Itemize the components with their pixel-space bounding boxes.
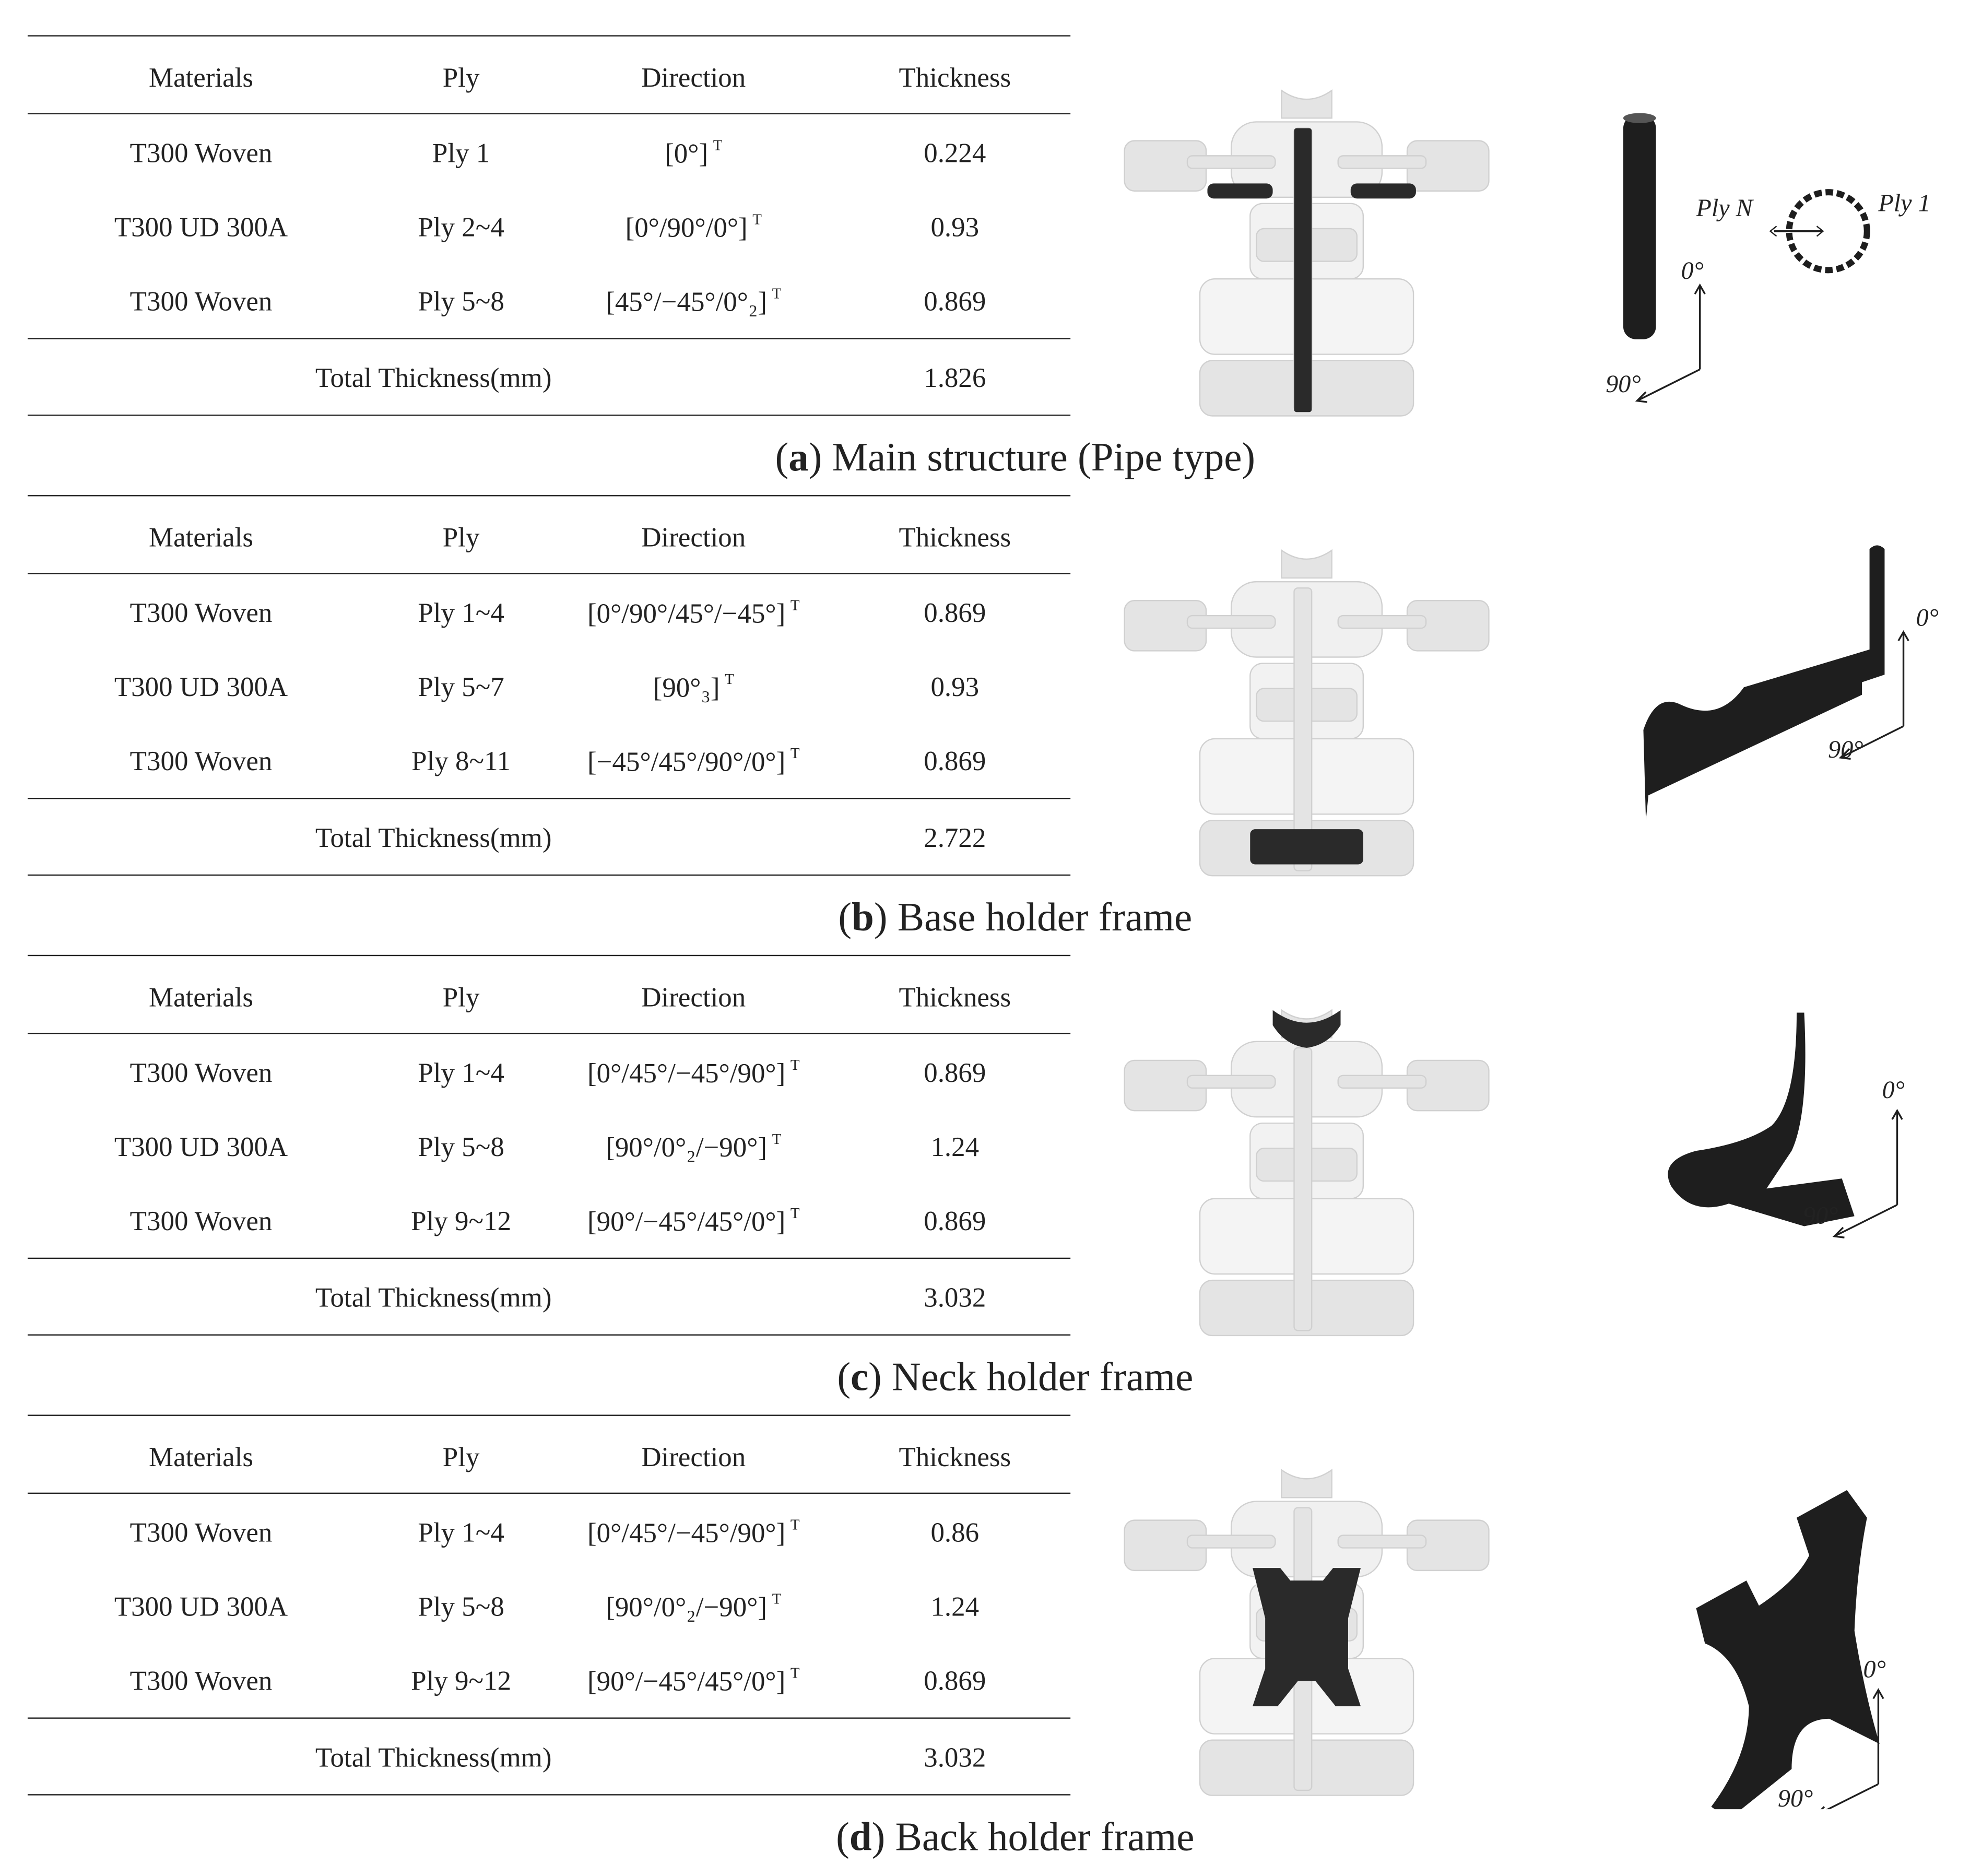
thickness-cell: 0.869 <box>924 1665 986 1696</box>
section-caption: (d) Back holder frame <box>836 1813 1195 1859</box>
thickness-cell: 0.86 <box>930 1516 980 1548</box>
material-cell: T300 UD 300A <box>114 1130 288 1162</box>
material-cell: T300 Woven <box>129 285 273 317</box>
table-rule-mid <box>28 1258 1070 1259</box>
component-view <box>1558 972 1960 1349</box>
transpose-sup: T <box>772 285 782 302</box>
direction-cell <box>587 596 800 630</box>
ply-cell: Ply 1 <box>432 137 490 169</box>
ply-cell: Ply 5~8 <box>418 1590 504 1622</box>
direction-cell <box>587 1056 800 1090</box>
column-header: Direction <box>641 981 746 1013</box>
material-cell: T300 UD 300A <box>114 670 288 703</box>
part-drawing <box>1558 1432 1960 1809</box>
highlight-base-holder <box>1250 829 1363 864</box>
exoskeleton-view <box>1112 53 1502 417</box>
exoskeleton-overview <box>1112 53 1502 417</box>
exoskeleton-view <box>1112 972 1502 1337</box>
direction-value: [0°/45°/−45°/90°] <box>587 1057 786 1089</box>
table-rule-mid <box>28 798 1070 799</box>
caption-letter: c <box>850 1353 869 1399</box>
column-header: Thickness <box>899 521 1011 553</box>
ply-cell: Ply 5~8 <box>418 1130 504 1162</box>
direction-value: [90°/−45°/45°/0°] <box>587 1205 786 1237</box>
ply-cell: Ply 1~4 <box>418 1056 504 1088</box>
ply-cell: Ply 1~4 <box>418 596 504 629</box>
zero-degree-label: 0° <box>1916 604 1939 632</box>
thickness-cell: 0.93 <box>930 670 980 703</box>
direction-value: [0°] <box>665 137 709 169</box>
direction-value: [0°/90°/45°/−45°] <box>587 597 786 629</box>
thickness-cell: 0.93 <box>930 211 980 243</box>
transpose-sup: T <box>772 1590 782 1608</box>
exoskeleton-view <box>1112 1432 1502 1797</box>
direction-cell <box>626 210 762 244</box>
column-header: Direction <box>641 521 746 553</box>
base-holder-part <box>1643 545 1884 820</box>
zero-degree-label: 0° <box>1863 1655 1886 1683</box>
material-cell: T300 Woven <box>129 1205 273 1236</box>
total-label: Total Thickness(mm) <box>315 1741 552 1773</box>
direction-value: [90°₃] <box>653 671 720 703</box>
ply-cell: Ply 2~4 <box>418 211 504 243</box>
caption-letter: a <box>788 434 809 480</box>
table-rule-top <box>28 495 1070 496</box>
transpose-sup: T <box>752 210 762 228</box>
caption-title: Back holder frame <box>895 1813 1195 1859</box>
part-drawing <box>1558 972 1960 1349</box>
material-cell: T300 Woven <box>129 137 273 169</box>
caption-letter: d <box>849 1813 872 1859</box>
direction-cell <box>587 1664 800 1698</box>
material-cell: T300 Woven <box>129 1665 273 1696</box>
direction-value: [90°/0°₂/−90°] <box>606 1591 768 1623</box>
column-header: Ply <box>442 1441 480 1473</box>
total-value: 3.032 <box>924 1281 986 1313</box>
transpose-sup: T <box>790 1664 800 1682</box>
direction-cell <box>587 745 800 778</box>
direction-cell <box>653 670 734 704</box>
material-cell: T300 Woven <box>129 596 273 629</box>
column-header: Direction <box>641 61 746 93</box>
transpose-sup: T <box>790 596 800 614</box>
table-rule-top <box>28 1414 1070 1415</box>
direction-cell <box>665 136 722 170</box>
direction-cell <box>606 285 781 318</box>
ply-cell: Ply 9~12 <box>411 1665 512 1696</box>
column-header: Ply <box>442 981 480 1013</box>
axis-arrows-icon <box>1834 1111 1902 1237</box>
table-rule-bottom <box>28 1794 1070 1795</box>
table-rule-mid <box>28 1717 1070 1718</box>
transpose-sup: T <box>790 1056 800 1074</box>
total-value: 3.032 <box>924 1741 986 1773</box>
direction-value: [90°/−45°/45°/0°] <box>587 1665 786 1697</box>
material-cell: T300 UD 300A <box>114 1590 288 1622</box>
column-header: Materials <box>149 1441 253 1473</box>
table-rule-header <box>28 1033 1070 1034</box>
total-label: Total Thickness(mm) <box>315 1281 552 1313</box>
direction-value: [90°/0°₂/−90°] <box>606 1131 768 1163</box>
direction-value: [45°/−45°/0°₂] <box>606 286 768 317</box>
ply-cell: Ply 1~4 <box>418 1516 504 1548</box>
table-rule-header <box>28 1493 1070 1494</box>
column-header: Thickness <box>899 1441 1011 1473</box>
transpose-sup: T <box>772 1130 782 1148</box>
material-cell: T300 Woven <box>129 1056 273 1088</box>
part-drawing <box>1558 53 1960 430</box>
section-b <box>0 495 1970 955</box>
ply-cell: Ply 5~8 <box>418 285 504 317</box>
transpose-sup: T <box>790 744 800 762</box>
part-drawing <box>1558 513 1960 890</box>
section-c <box>0 955 1970 1415</box>
ninety-degree-label: 90° <box>1777 1785 1813 1810</box>
table-rule-top <box>28 35 1070 36</box>
exoskeleton-view <box>1112 513 1502 877</box>
section-caption: (b) Base holder frame <box>838 894 1193 939</box>
thickness-cell: 0.869 <box>924 1205 986 1236</box>
column-header: Ply <box>442 61 480 93</box>
total-value: 2.722 <box>924 821 986 853</box>
material-cell: T300 Woven <box>129 1516 273 1548</box>
column-header: Materials <box>149 61 253 93</box>
total-label: Total Thickness(mm) <box>315 362 552 394</box>
table-rule-bottom <box>28 415 1070 416</box>
column-header: Ply <box>442 521 480 553</box>
ply-n-label: Ply N <box>1696 194 1753 222</box>
ninety-degree-label: 90° <box>1803 1201 1838 1230</box>
column-header: Direction <box>641 1441 746 1473</box>
section-caption: (c) Neck holder frame <box>837 1353 1194 1399</box>
direction-value: [−45°/45°/90°/0°] <box>587 746 786 777</box>
table-rule-header <box>28 113 1070 114</box>
table-rule-mid <box>28 338 1070 339</box>
caption-letter: b <box>852 894 874 939</box>
pipe-part <box>1623 115 1656 339</box>
ply-1-label: Ply 1 <box>1878 189 1931 217</box>
zero-degree-label: 0° <box>1882 1076 1905 1104</box>
transpose-sup: T <box>725 670 734 688</box>
transpose-sup: T <box>790 1516 800 1533</box>
thickness-cell: 0.224 <box>924 137 986 169</box>
exoskeleton-overview <box>1112 513 1502 877</box>
component-view <box>1558 53 1960 430</box>
material-cell: T300 UD 300A <box>114 211 288 243</box>
component-view <box>1558 1432 1960 1809</box>
thickness-cell: 0.869 <box>924 285 986 317</box>
back-holder-part <box>1696 1490 1880 1809</box>
direction-cell <box>587 1204 800 1238</box>
thickness-cell: 0.869 <box>924 596 986 629</box>
direction-cell <box>587 1516 800 1550</box>
section-a <box>0 35 1970 495</box>
ply-cell: Ply 9~12 <box>411 1205 512 1236</box>
caption-title: Neck holder frame <box>892 1353 1194 1399</box>
table-rule-bottom <box>28 875 1070 876</box>
transpose-sup: T <box>713 136 723 154</box>
caption-title: Main structure (Pipe type) <box>832 434 1256 480</box>
direction-cell <box>606 1130 781 1164</box>
direction-cell <box>606 1590 781 1624</box>
thickness-cell: 1.24 <box>930 1590 980 1622</box>
material-cell: T300 Woven <box>129 745 273 777</box>
ninety-degree-label: 90° <box>1828 735 1863 763</box>
section-caption: (a) Main structure (Pipe type) <box>775 434 1256 480</box>
zero-degree-label: 0° <box>1681 257 1704 285</box>
section-d <box>0 1414 1970 1874</box>
column-header: Thickness <box>899 61 1011 93</box>
exoskeleton-overview <box>1112 972 1502 1337</box>
ply-cell: Ply 8~11 <box>411 745 511 777</box>
thickness-cell: 1.24 <box>930 1130 980 1162</box>
ply-cell: Ply 5~7 <box>418 670 504 703</box>
table-rule-header <box>28 573 1070 574</box>
exoskeleton-overview <box>1112 1432 1502 1797</box>
direction-value: [0°/45°/−45°/90°] <box>587 1517 786 1549</box>
thickness-cell: 0.869 <box>924 745 986 777</box>
total-label: Total Thickness(mm) <box>315 821 552 853</box>
direction-value: [0°/90°/0°] <box>625 211 748 243</box>
ninety-degree-label: 90° <box>1606 370 1641 398</box>
transpose-sup: T <box>790 1204 800 1222</box>
caption-title: Base holder frame <box>897 894 1193 939</box>
table-rule-bottom <box>28 1334 1070 1335</box>
neck-holder-part <box>1668 1012 1854 1226</box>
thickness-cell: 0.869 <box>924 1056 986 1088</box>
table-rule-top <box>28 955 1070 956</box>
component-view <box>1558 513 1960 890</box>
column-header: Thickness <box>899 981 1011 1013</box>
total-value: 1.826 <box>924 362 986 394</box>
column-header: Materials <box>149 521 253 553</box>
column-header: Materials <box>149 981 253 1013</box>
